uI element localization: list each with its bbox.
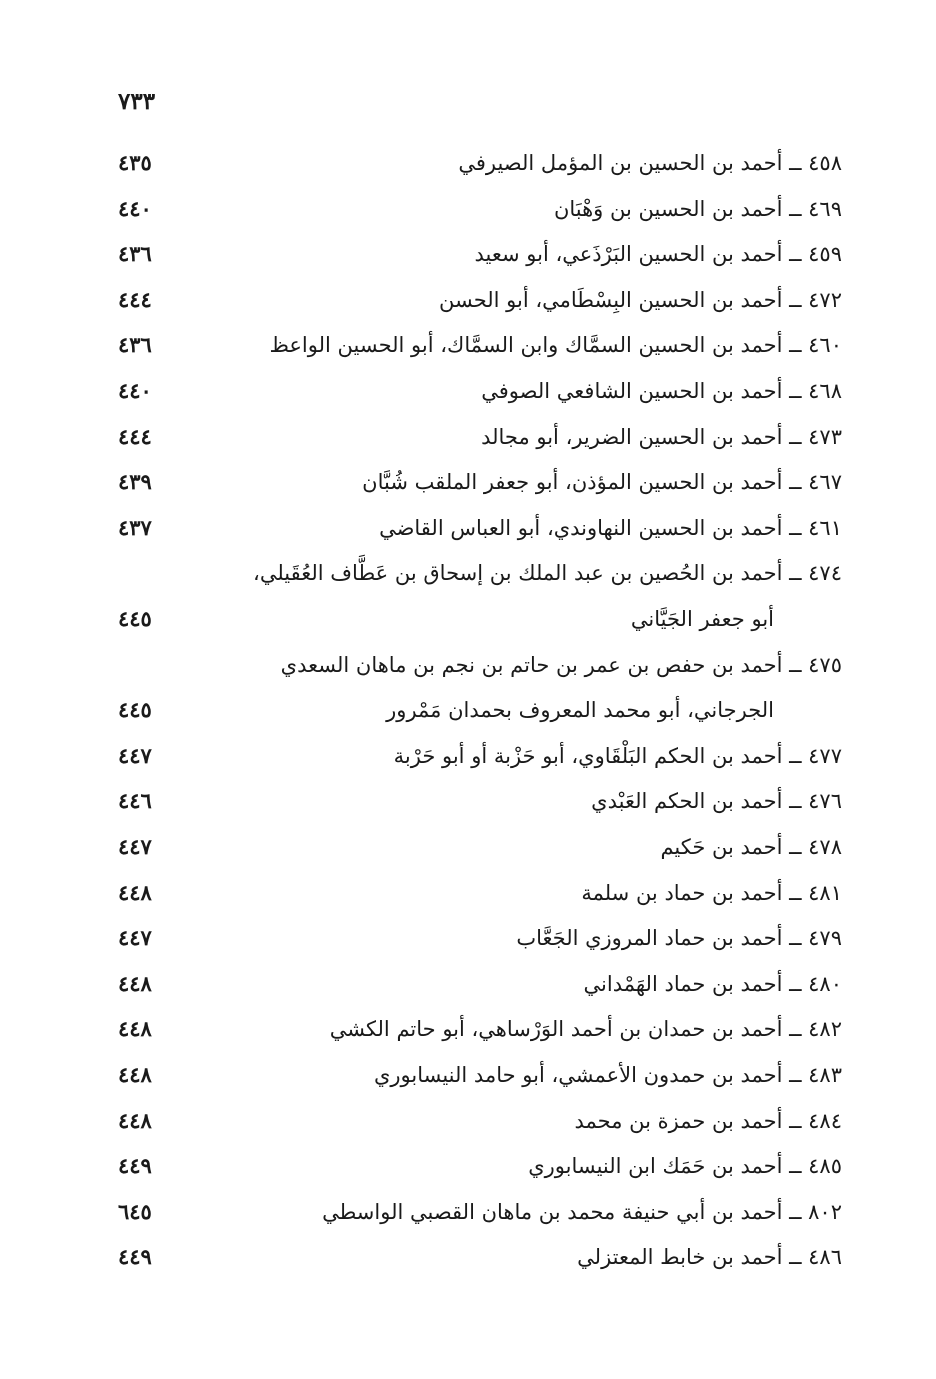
entry-text: ٤٥٩ ــ أحمد بن الحسين البَرْذَعي، أبو سعيد (474, 242, 842, 266)
index-entry (118, 829, 842, 869)
entry-page-ref: ٤٤٤ (118, 424, 152, 449)
entry-continuation-text: أبو جعفر الجَيَّاني (630, 607, 774, 631)
index-entry (118, 510, 842, 550)
entry-page-ref: ٤٤٧ (118, 834, 152, 859)
entry-text: ٤٧٣ ــ أحمد بن الحسين الضرير، أبو مجالد (481, 425, 842, 449)
entry-text: ٤٨٠ ــ أحمد بن حماد الهَمْداني (583, 972, 842, 996)
entry-page-ref: ٤٤٩ (118, 1153, 152, 1178)
index-entry (118, 783, 842, 823)
entry-text: ٤٦٨ ــ أحمد بن الحسين الشافعي الصوفي (481, 379, 842, 403)
index-entry (118, 1239, 842, 1279)
entry-page-ref: ٤٤٨ (118, 880, 152, 905)
entry-text: ٤٧٥ ــ أحمد بن حفص بن عمر بن حاتم بن نجم بن ماهان السعدي (280, 653, 842, 677)
entry-text: ٤٧٩ ــ أحمد بن حماد المروزي الجَعَّاب (516, 926, 842, 950)
entry-text: ٤٧٦ ــ أحمد بن الحكم العَبْدي (591, 789, 842, 813)
index-entry (118, 920, 842, 960)
entry-text: ٤٨٥ ــ أحمد بن حَمَك ابن النيسابوري (528, 1154, 842, 1178)
index-entry (118, 145, 842, 185)
index-entry (118, 555, 842, 595)
entry-text: ٤٦٩ ــ أحمد بن الحسين بن وَهْبَان (553, 197, 842, 221)
entry-text: ٤٦١ ــ أحمد بن الحسين النهاوندي، أبو العباس القاضي (379, 516, 842, 540)
entry-page-ref: ٤٣٧ (118, 515, 152, 540)
index-entry (118, 236, 842, 276)
index-entry (118, 1057, 842, 1097)
entry-page-ref: ٤٤٨ (118, 971, 152, 996)
entry-page-ref: ٤٤٩ (118, 1244, 152, 1269)
entry-page-ref: ٤٤٨ (118, 1016, 152, 1041)
page-number: ٧٣٣ (118, 88, 156, 115)
entry-page-ref: ٤٤٠ (118, 378, 152, 403)
entry-text: ٤٦٠ ــ أحمد بن الحسين السمَّاك وابن السمَّاك، أبو الحسين الواعظ (269, 333, 842, 357)
entry-text: ٤٨١ ــ أحمد بن حماد بن سلمة (581, 881, 842, 905)
index-entry (118, 601, 842, 641)
entry-page-ref: ٤٣٦ (118, 241, 152, 266)
entry-page-ref: ٤٤٥ (118, 606, 152, 631)
index-entry (118, 1194, 842, 1234)
entry-page-ref: ٤٤٧ (118, 743, 152, 768)
entry-page-ref: ٤٤٠ (118, 196, 152, 221)
entry-text: ٤٧٨ ــ أحمد بن حَكيم (660, 835, 842, 859)
entry-continuation-text: الجرجاني، أبو محمد المعروف بحمدان مَمْرور (386, 698, 774, 722)
entry-text: ٨٠٢ ــ أحمد بن أبي حنيفة محمد بن ماهان القصبي الواسطي (322, 1200, 842, 1224)
entry-page-ref: ٤٤٨ (118, 1062, 152, 1087)
index-entry (118, 282, 842, 322)
index-entry (118, 191, 842, 231)
index-entry (118, 373, 842, 413)
entry-page-ref: ٤٤٨ (118, 1108, 152, 1133)
index-entry (118, 1148, 842, 1188)
index-entry (118, 647, 842, 687)
index-entry (118, 327, 842, 367)
entry-text: ٤٧٧ ــ أحمد بن الحكم البَلْقَاوي، أبو حَزْبة أو أبو حَرْبة (393, 744, 842, 768)
entry-text: ٤٨٣ ــ أحمد بن حمدون الأعمشي، أبو حامد النيسابوري (373, 1063, 842, 1087)
index-entry (118, 692, 842, 732)
entry-page-ref: ٤٣٩ (118, 469, 152, 494)
entry-text: ٤٧٤ ــ أحمد بن الحُصين بن عبد الملك بن إسحاق بن عَطَّاف العُقَيلي، (253, 561, 842, 585)
index-entry (118, 966, 842, 1006)
entry-text: ٤٦٧ ــ أحمد بن الحسين المؤذن، أبو جعفر الملقب شُبَّان (362, 470, 842, 494)
entry-page-ref: ٤٤٧ (118, 925, 152, 950)
index-entry (118, 1011, 842, 1051)
entry-page-ref: ٤٤٥ (118, 697, 152, 722)
entry-text: ٤٧٢ ــ أحمد بن الحسين البِسْطَامي، أبو الحسن (438, 288, 842, 312)
index-entry (118, 464, 842, 504)
entry-page-ref: ٤٣٥ (118, 150, 152, 175)
index-entry (118, 1103, 842, 1143)
entry-text: ٤٨٤ ــ أحمد بن حمزة بن محمد (574, 1109, 842, 1133)
entry-page-ref: ٤٤٦ (118, 788, 152, 813)
index-entry (118, 875, 842, 915)
index-entry (118, 419, 842, 459)
entry-text: ٤٨٢ ــ أحمد بن حمدان بن أحمد الوَرْساهي، أبو حاتم الكشي (329, 1017, 842, 1041)
entry-text: ٤٨٦ ــ أحمد بن خابط المعتزلي (577, 1245, 842, 1269)
entry-page-ref: ٤٤٤ (118, 287, 152, 312)
index-entry (118, 738, 842, 778)
entry-page-ref: ٤٣٦ (118, 332, 152, 357)
entry-text: ٤٥٨ ــ أحمد بن الحسين بن المؤمل الصيرفي (458, 151, 842, 175)
entry-page-ref: ٦٤٥ (118, 1199, 152, 1224)
